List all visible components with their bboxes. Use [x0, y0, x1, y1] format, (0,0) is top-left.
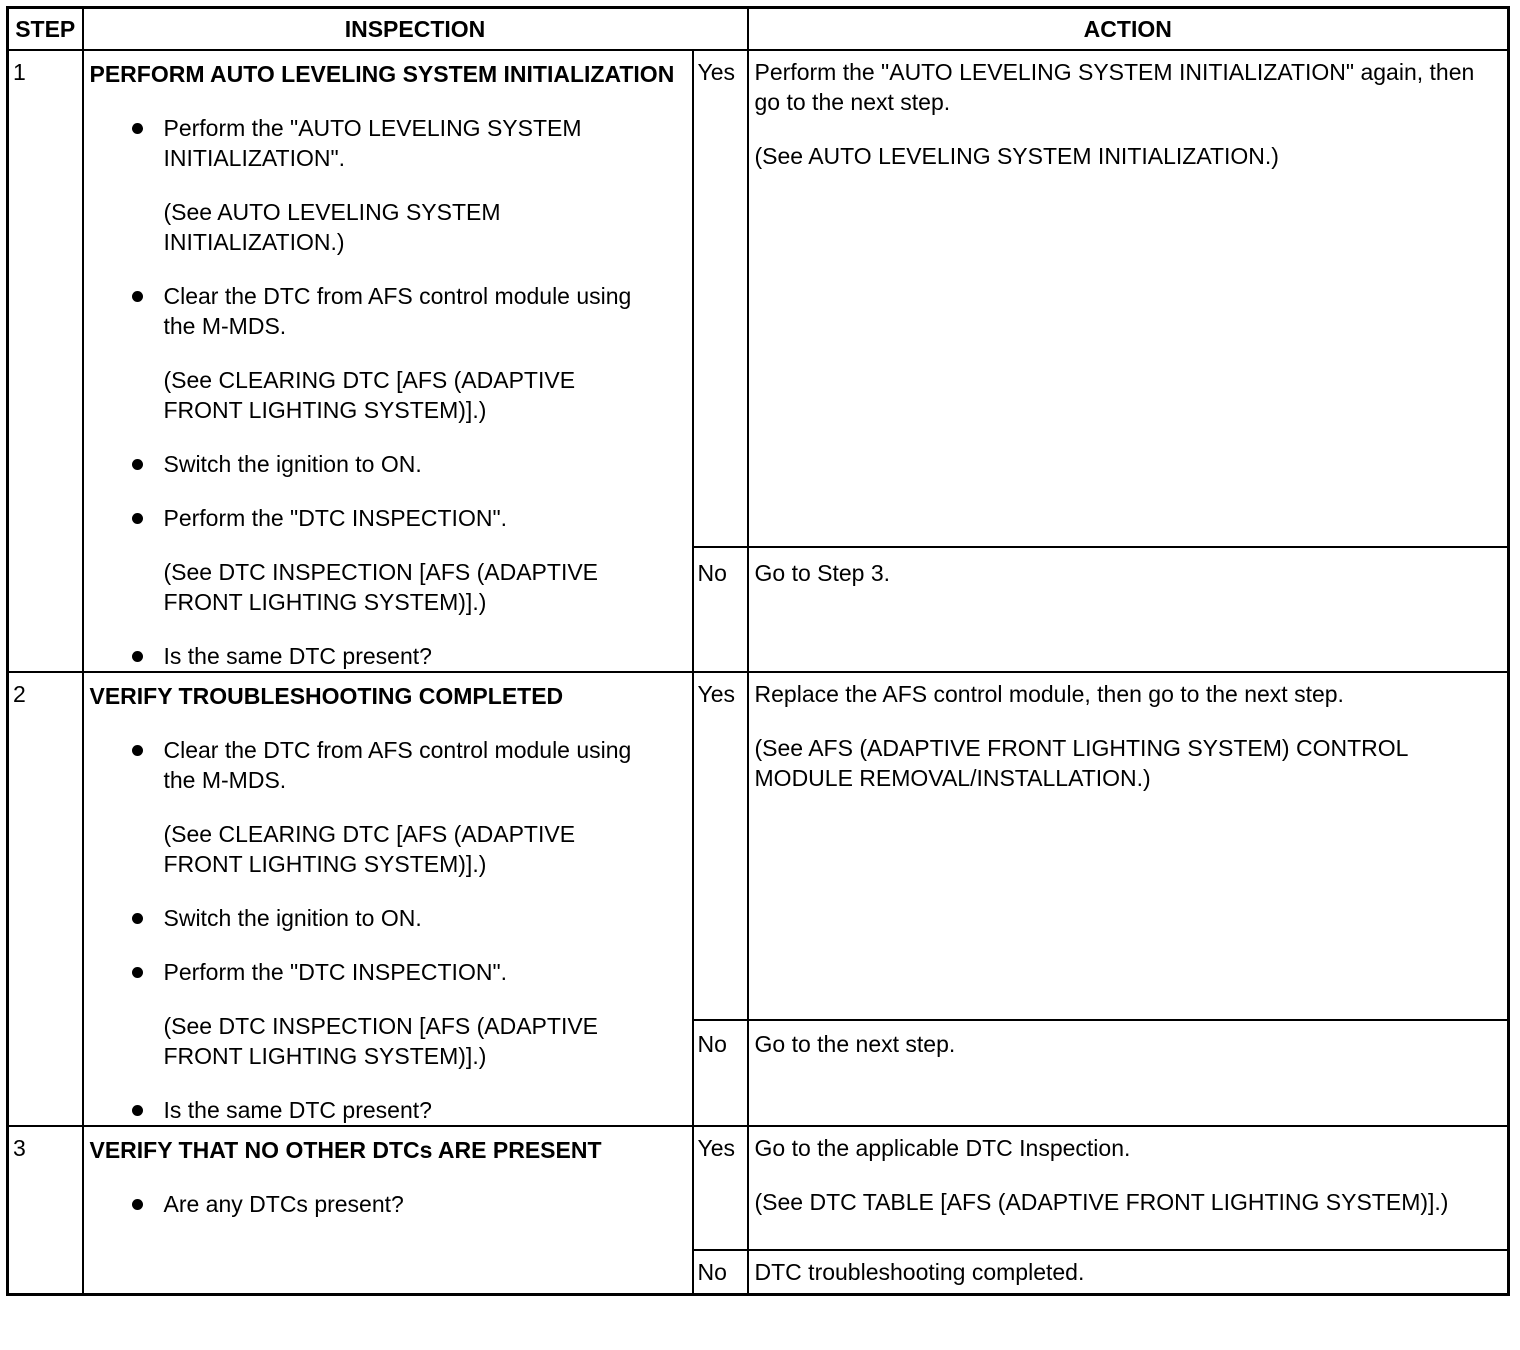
- step-number: 3: [8, 1126, 83, 1295]
- inspection-item: [164, 281, 686, 425]
- inspection-text: Perform the "DTC INSPECTION".: [163, 959, 507, 985]
- inspection-list: [90, 113, 686, 671]
- step-inspection: [83, 50, 693, 672]
- inspection-item: [164, 641, 686, 671]
- inspection-text: Perform the "AUTO LEVELING SYSTEM INITIALIZATION".: [163, 115, 582, 171]
- header-row: [8, 8, 1509, 51]
- inspection-text: Clear the DTC from AFS control module using the M-MDS.: [163, 283, 632, 339]
- header-action: ACTION: [748, 8, 1509, 51]
- inspection-list: [90, 735, 686, 1125]
- inspection-item: [164, 735, 686, 879]
- inspection-note: (See CLEARING DTC [AFS (ADAPTIVE FRONT LIGHTING SYSTEM)].): [163, 821, 576, 877]
- header-step: STEP: [8, 8, 83, 51]
- yes-label: Yes: [693, 672, 748, 1020]
- inspection-item: [164, 1095, 686, 1125]
- bullet-icon: [132, 913, 143, 924]
- bullet-icon: [132, 651, 143, 662]
- inspection-item: [164, 903, 686, 933]
- inspection-item: [164, 113, 686, 257]
- yes-action-note: (See AUTO LEVELING SYSTEM INITIALIZATION.): [754, 143, 1279, 169]
- step-inspection: [83, 1126, 693, 1295]
- yes-action-note: (See DTC TABLE [AFS (ADAPTIVE FRONT LIGHTING SYSTEM)].): [754, 1189, 1449, 1215]
- inspection-text: Switch the ignition to ON.: [163, 451, 422, 477]
- yes-action-text: Replace the AFS control module, then go to the next step.: [754, 681, 1344, 707]
- inspection-note: (See AUTO LEVELING SYSTEM INITIALIZATION.): [163, 199, 501, 255]
- inspection-list: [90, 1189, 686, 1219]
- step-title: PERFORM AUTO LEVELING SYSTEM INITIALIZATION: [89, 61, 675, 87]
- header-inspection: INSPECTION: [83, 8, 748, 51]
- no-label: No: [693, 1250, 748, 1295]
- inspection-text: Is the same DTC present?: [163, 643, 432, 669]
- step-2-yes-row: [8, 672, 1509, 1020]
- inspection-text: Switch the ignition to ON.: [163, 905, 422, 931]
- inspection-text: Clear the DTC from AFS control module using the M-MDS.: [163, 737, 632, 793]
- step-number: 1: [8, 50, 83, 672]
- step-title: VERIFY THAT NO OTHER DTCs ARE PRESENT: [89, 1137, 602, 1163]
- bullet-icon: [132, 967, 143, 978]
- inspection-note: (See DTC INSPECTION [AFS (ADAPTIVE FRONT LIGHTING SYSTEM)].): [163, 559, 599, 615]
- inspection-item: [164, 449, 686, 479]
- no-label: No: [693, 547, 748, 672]
- bullet-icon: [132, 513, 143, 524]
- step-inspection: [83, 672, 693, 1126]
- troubleshooting-table: [6, 6, 1510, 1296]
- no-action: DTC troubleshooting completed.: [748, 1250, 1509, 1295]
- inspection-note: (See DTC INSPECTION [AFS (ADAPTIVE FRONT LIGHTING SYSTEM)].): [163, 1013, 599, 1069]
- step-3-yes-row: [8, 1126, 1509, 1250]
- inspection-item: [164, 957, 686, 1071]
- inspection-text: Perform the "DTC INSPECTION".: [163, 505, 507, 531]
- bullet-icon: [132, 1105, 143, 1116]
- step-number: 2: [8, 672, 83, 1126]
- step-title: VERIFY TROUBLESHOOTING COMPLETED: [89, 683, 564, 709]
- yes-label: Yes: [693, 50, 748, 547]
- step-1-yes-row: [8, 50, 1509, 547]
- yes-action: [748, 1126, 1509, 1250]
- yes-action-text: Perform the "AUTO LEVELING SYSTEM INITIALIZATION" again, then go to the next step.: [754, 59, 1475, 115]
- inspection-text: Are any DTCs present?: [163, 1191, 404, 1217]
- yes-action: [748, 672, 1509, 1020]
- bullet-icon: [132, 123, 143, 134]
- bullet-icon: [132, 291, 143, 302]
- no-label: No: [693, 1020, 748, 1126]
- yes-label: Yes: [693, 1126, 748, 1250]
- yes-action: [748, 50, 1509, 547]
- inspection-item: [164, 1189, 686, 1219]
- inspection-note: (See CLEARING DTC [AFS (ADAPTIVE FRONT LIGHTING SYSTEM)].): [163, 367, 576, 423]
- no-action: Go to Step 3.: [748, 547, 1509, 672]
- yes-action-text: Go to the applicable DTC Inspection.: [754, 1135, 1131, 1161]
- bullet-icon: [132, 745, 143, 756]
- inspection-text: Is the same DTC present?: [163, 1097, 432, 1123]
- inspection-item: [164, 503, 686, 617]
- bullet-icon: [132, 1199, 143, 1210]
- no-action: Go to the next step.: [748, 1020, 1509, 1126]
- yes-action-note: (See AFS (ADAPTIVE FRONT LIGHTING SYSTEM) CONTROL MODULE REMOVAL/INSTALLATION.): [754, 735, 1408, 791]
- bullet-icon: [132, 459, 143, 470]
